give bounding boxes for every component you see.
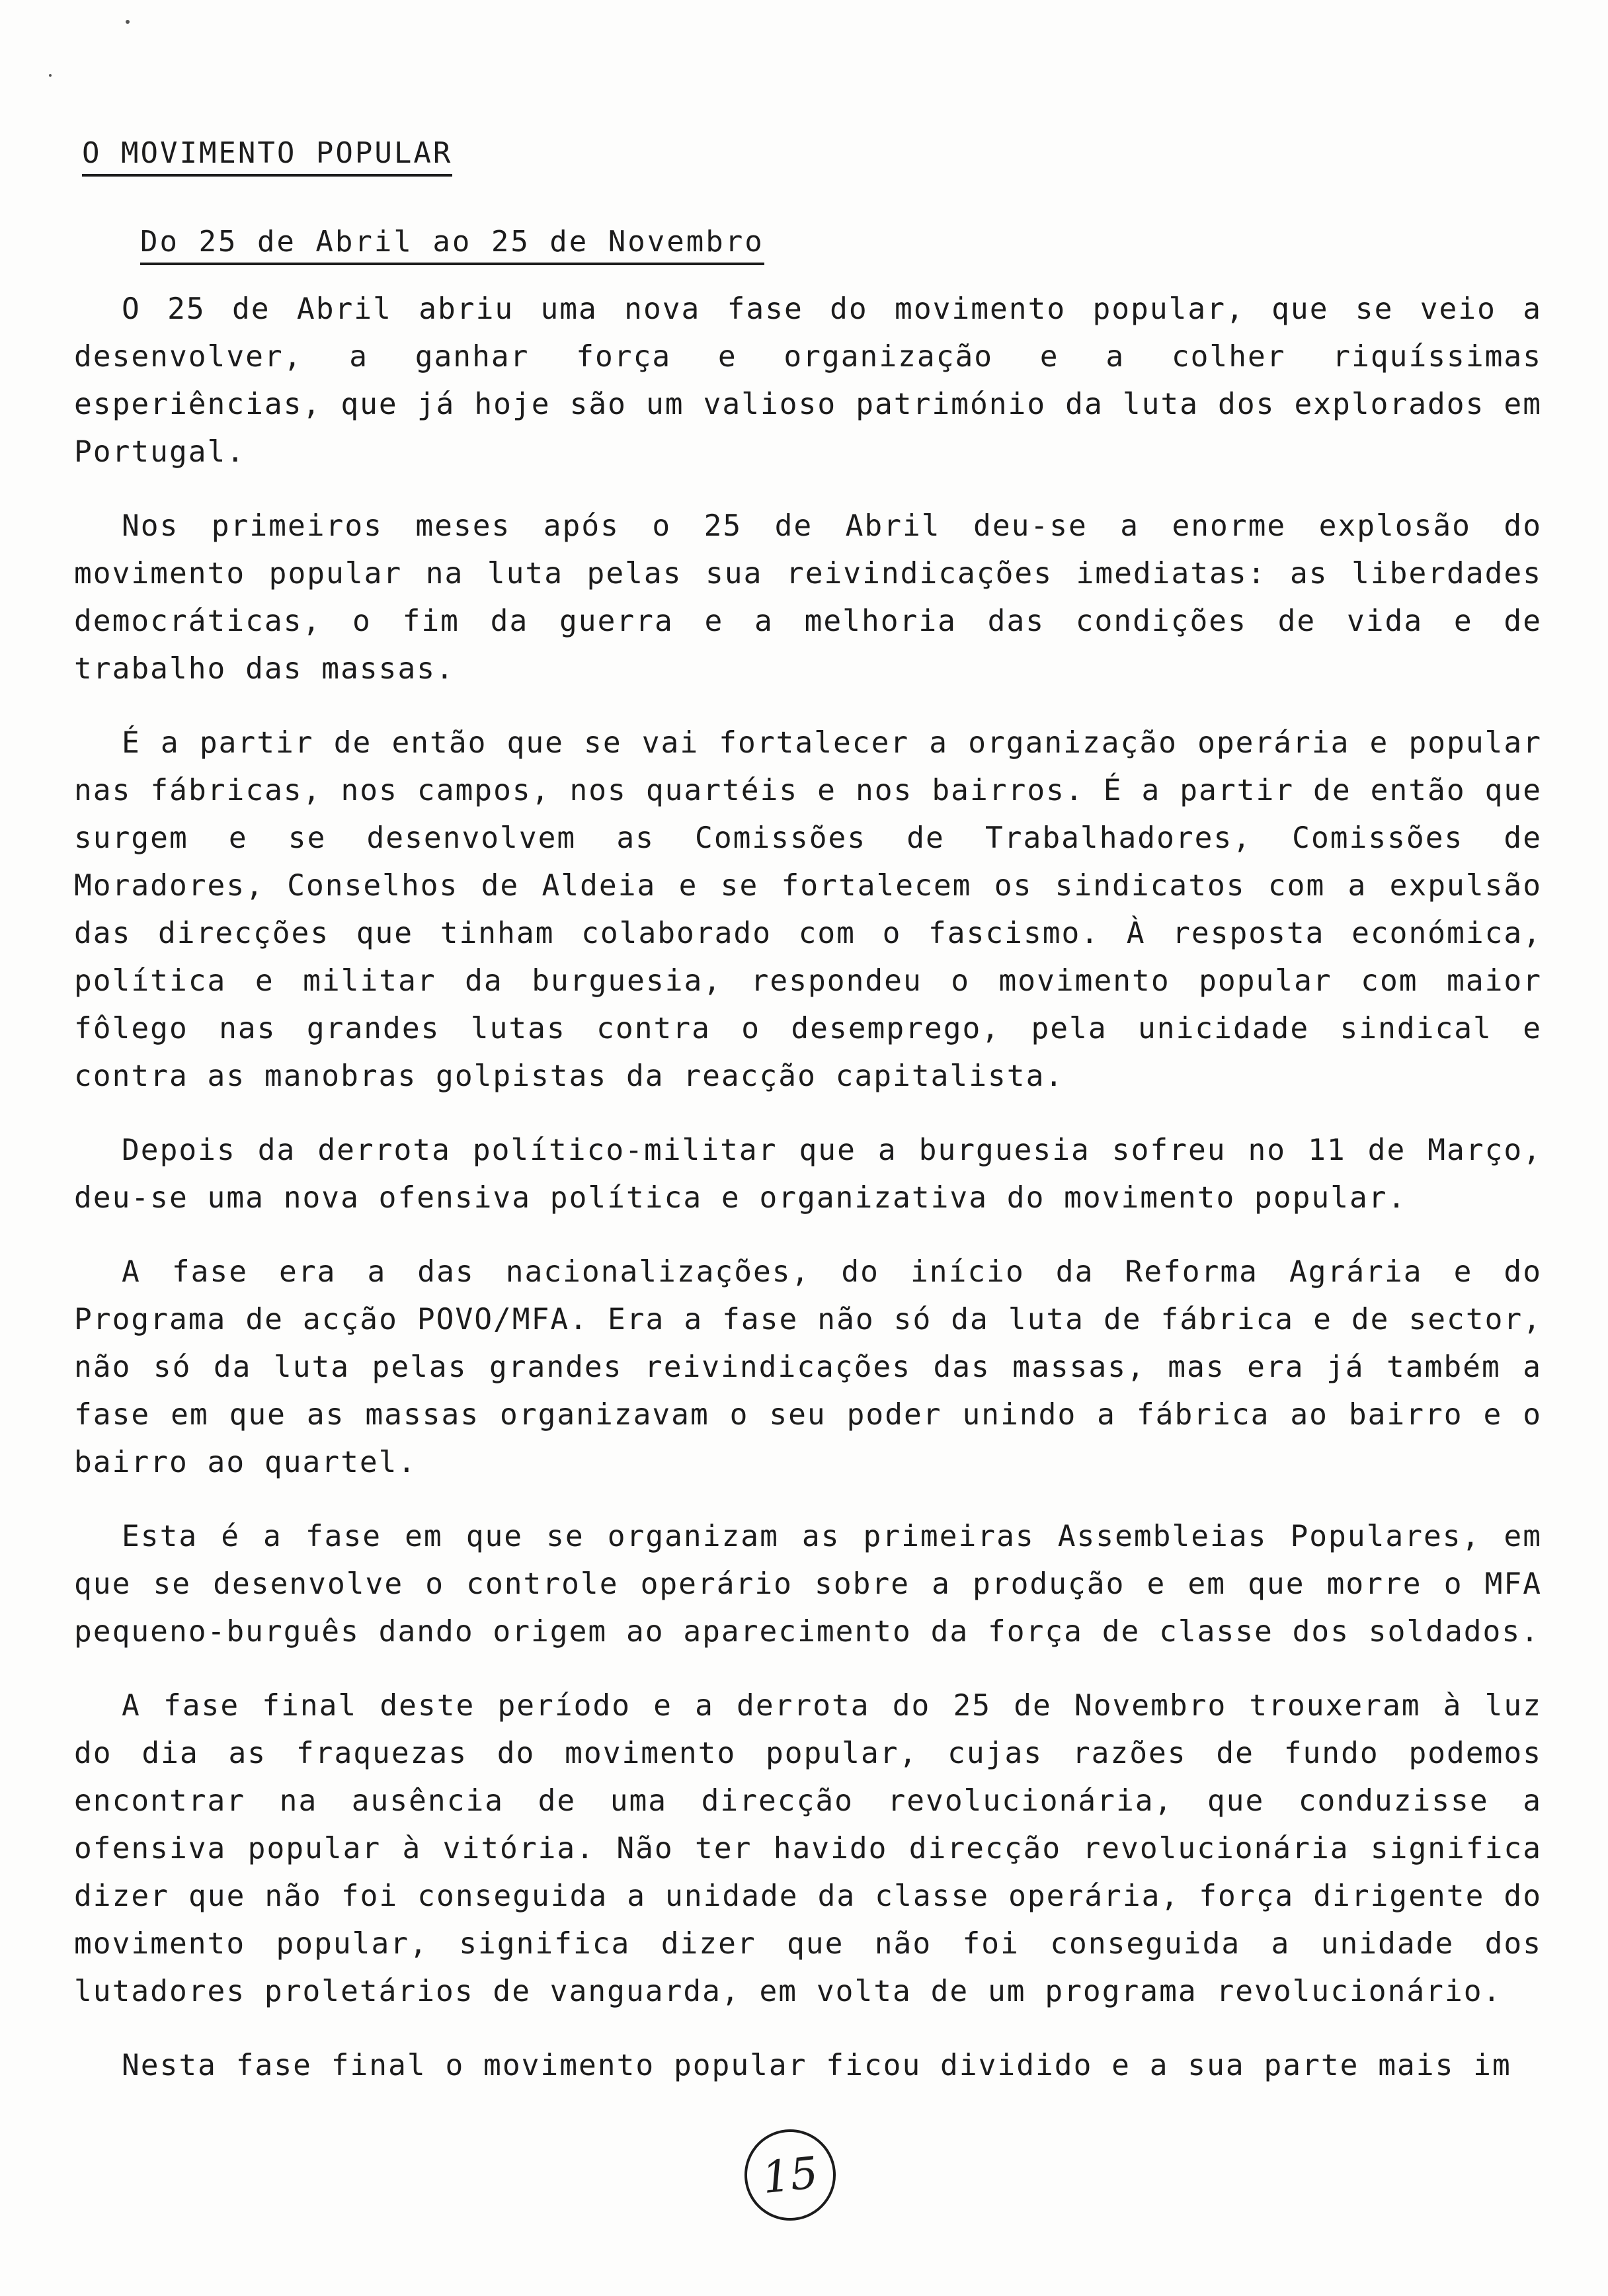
- page-title: O MOVIMENTO POPULAR: [82, 136, 452, 177]
- paragraph: Nesta fase final o movimento popular ficou dividido e a sua parte mais im: [122, 2049, 1511, 2082]
- paragraph: Nos primeiros meses após o 25 de Abril deu-se a enorme explosão do movimento popular na luta pelas sua reivindicações imediatas: as liberdades democráticas, o fim da guerra e a melhoria das condições de vida e de trabalho das massas.: [74, 509, 1542, 686]
- page-subtitle: Do 25 de Abril ao 25 de Novembro: [140, 225, 764, 265]
- page-number: 15: [740, 2125, 840, 2225]
- paragraph: Esta é a fase em que se organizam as primeiras Assembleias Populares, em que se desenvolve o controle operário sobre a produção e em que morre o MFA pequeno-burguês dando origem ao aparecimento da força de classe dos soldados.: [74, 1520, 1542, 1649]
- paragraph: Depois da derrota político-militar que a burguesia sofreu no 11 de Março, deu-se uma nova ofensiva política e organizativa do movimento popular.: [74, 1133, 1542, 1215]
- scan-speck: [126, 20, 130, 24]
- paragraph: O 25 de Abril abriu uma nova fase do movimento popular, que se veio a desenvolver, a ganhar força e organização e a colher riquíssimas esperiências, que já hoje são um valioso património da luta dos explorados em Portugal.: [74, 292, 1542, 469]
- paragraph: A fase era a das nacionalizações, do início da Reforma Agrária e do Programa de acção POVO/MFA. Era a fase não só da luta de fábrica e de sector, não só da luta pelas grandes reivindicações das massas, mas era já também a fase em que as massas organizavam o seu poder unindo a fábrica ao bairro e o bairro ao quartel.: [74, 1255, 1542, 1479]
- scan-speck: [49, 74, 52, 77]
- paragraph: É a partir de então que se vai fortalecer a organização operária e popular nas fábricas, nos campos, nos quartéis e nos bairros. É a partir de então que surgem e se desenvolvem as Comissões de Trabalhadores, Comissões de Moradores, Conselhos de Aldeia e se fortalecem os sindicatos com a expulsão das direcções que tinham colaborado com o fascismo. À resposta económica, política e militar da burguesia, respondeu o movimento popular com maior fôlego nas grandes lutas contra o desemprego, pela unicidade sindical e contra as manobras golpistas da reacção capitalista.: [74, 726, 1542, 1093]
- paragraph: A fase final deste período e a derrota do 25 de Novembro trouxeram à luz do dia as fraquezas do movimento popular, cujas razões de fundo podemos encontrar na ausência de uma direcção revolucionária, que conduzisse a ofensiva popular à vitória. Não ter havido direcção revolucionária significa dizer que não foi conseguida a unidade da classe operária, força dirigente do movimento popular, significa dizer que não foi conseguida a unidade dos lutadores proletários de vanguarda, em volta de um programa revolucionário.: [74, 1689, 1542, 2008]
- document-body: [74, 286, 1542, 2090]
